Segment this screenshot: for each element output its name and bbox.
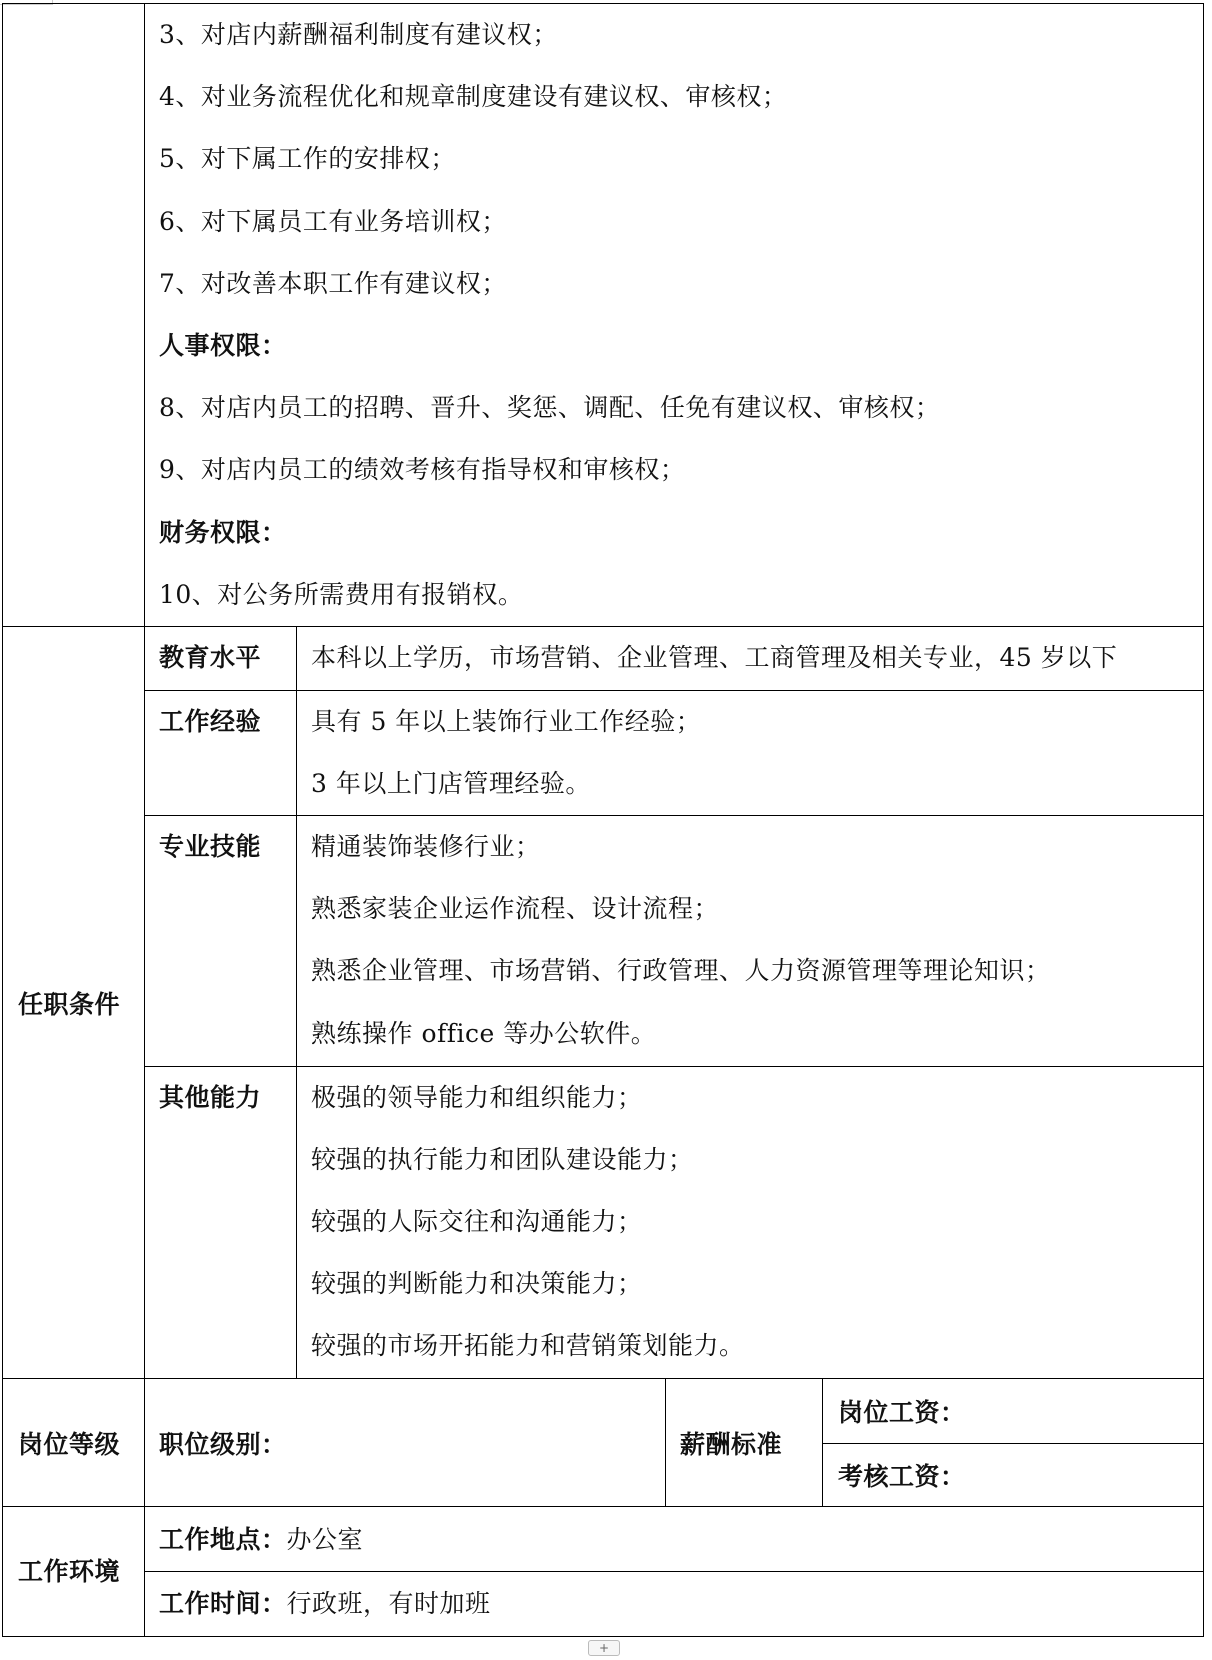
authority-item: 6、对下属员工有业务培训权； [159,207,507,236]
education-label: 教育水平 [159,643,262,672]
work-location-value: 办公室 [286,1525,364,1554]
position-level-label: 职位级别： [159,1430,287,1459]
experience-label: 工作经验 [159,707,262,736]
assessment-salary-label: 考核工资： [838,1462,966,1491]
authority-item: 5、对下属工作的安排权； [159,144,456,173]
work-location-row [159,1525,363,1555]
experience-line: 3 年以上门店管理经验。 [311,769,591,798]
grade-label: 岗位等级 [18,1430,121,1459]
experience-line: 具有 5 年以上装饰行业工作经验； [311,707,702,736]
other-abilities-line: 较强的判断能力和决策能力； [311,1269,643,1298]
salary-standard-label: 薪酬标准 [680,1430,783,1459]
authority-item: 9、对店内员工的绩效考核有指导权和审核权； [159,455,686,484]
work-hours-value: 行政班，有时加班 [286,1589,491,1618]
skills-line: 熟悉企业管理、市场营销、行政管理、人力资源管理等理论知识； [311,956,1051,985]
add-row-button[interactable]: + [588,1640,620,1656]
education-value: 本科以上学历，市场营销、企业管理、工商管理及相关专业，45 岁以下 [311,643,1118,672]
other-abilities-label: 其他能力 [159,1083,262,1112]
other-abilities-line: 极强的领导能力和组织能力； [311,1083,643,1112]
work-hours-row [159,1589,491,1619]
authority-item: 7、对改善本职工作有建议权； [159,269,507,298]
environment-label: 工作环境 [18,1557,121,1586]
skills-label: 专业技能 [159,832,262,861]
skills-line: 熟练操作 office 等办公软件。 [311,1019,657,1048]
other-abilities-line: 较强的人际交往和沟通能力； [311,1207,643,1236]
work-location-label: 工作地点： [159,1525,287,1554]
authority-item: 4、对业务流程优化和规章制度建设有建议权、审核权； [159,82,788,111]
skills-line: 熟悉家装企业运作流程、设计流程； [311,894,720,923]
work-hours-label: 工作时间： [159,1589,287,1618]
hr-authority-heading: 人事权限： [159,331,287,360]
skills-line: 精通装饰装修行业； [311,832,541,861]
other-abilities-line: 较强的执行能力和团队建设能力； [311,1145,694,1174]
authority-item: 8、对店内员工的招聘、晋升、奖惩、调配、任免有建议权、审核权； [159,393,941,422]
authority-item: 3、对店内薪酬福利制度有建议权； [159,20,558,49]
other-abilities-line: 较强的市场开拓能力和营销策划能力。 [311,1331,745,1360]
base-salary-label: 岗位工资： [838,1398,966,1427]
finance-authority-heading: 财务权限： [159,518,287,547]
authority-item: 10、对公务所需费用有报销权。 [159,580,524,609]
qualifications-label: 任职条件 [18,990,121,1019]
